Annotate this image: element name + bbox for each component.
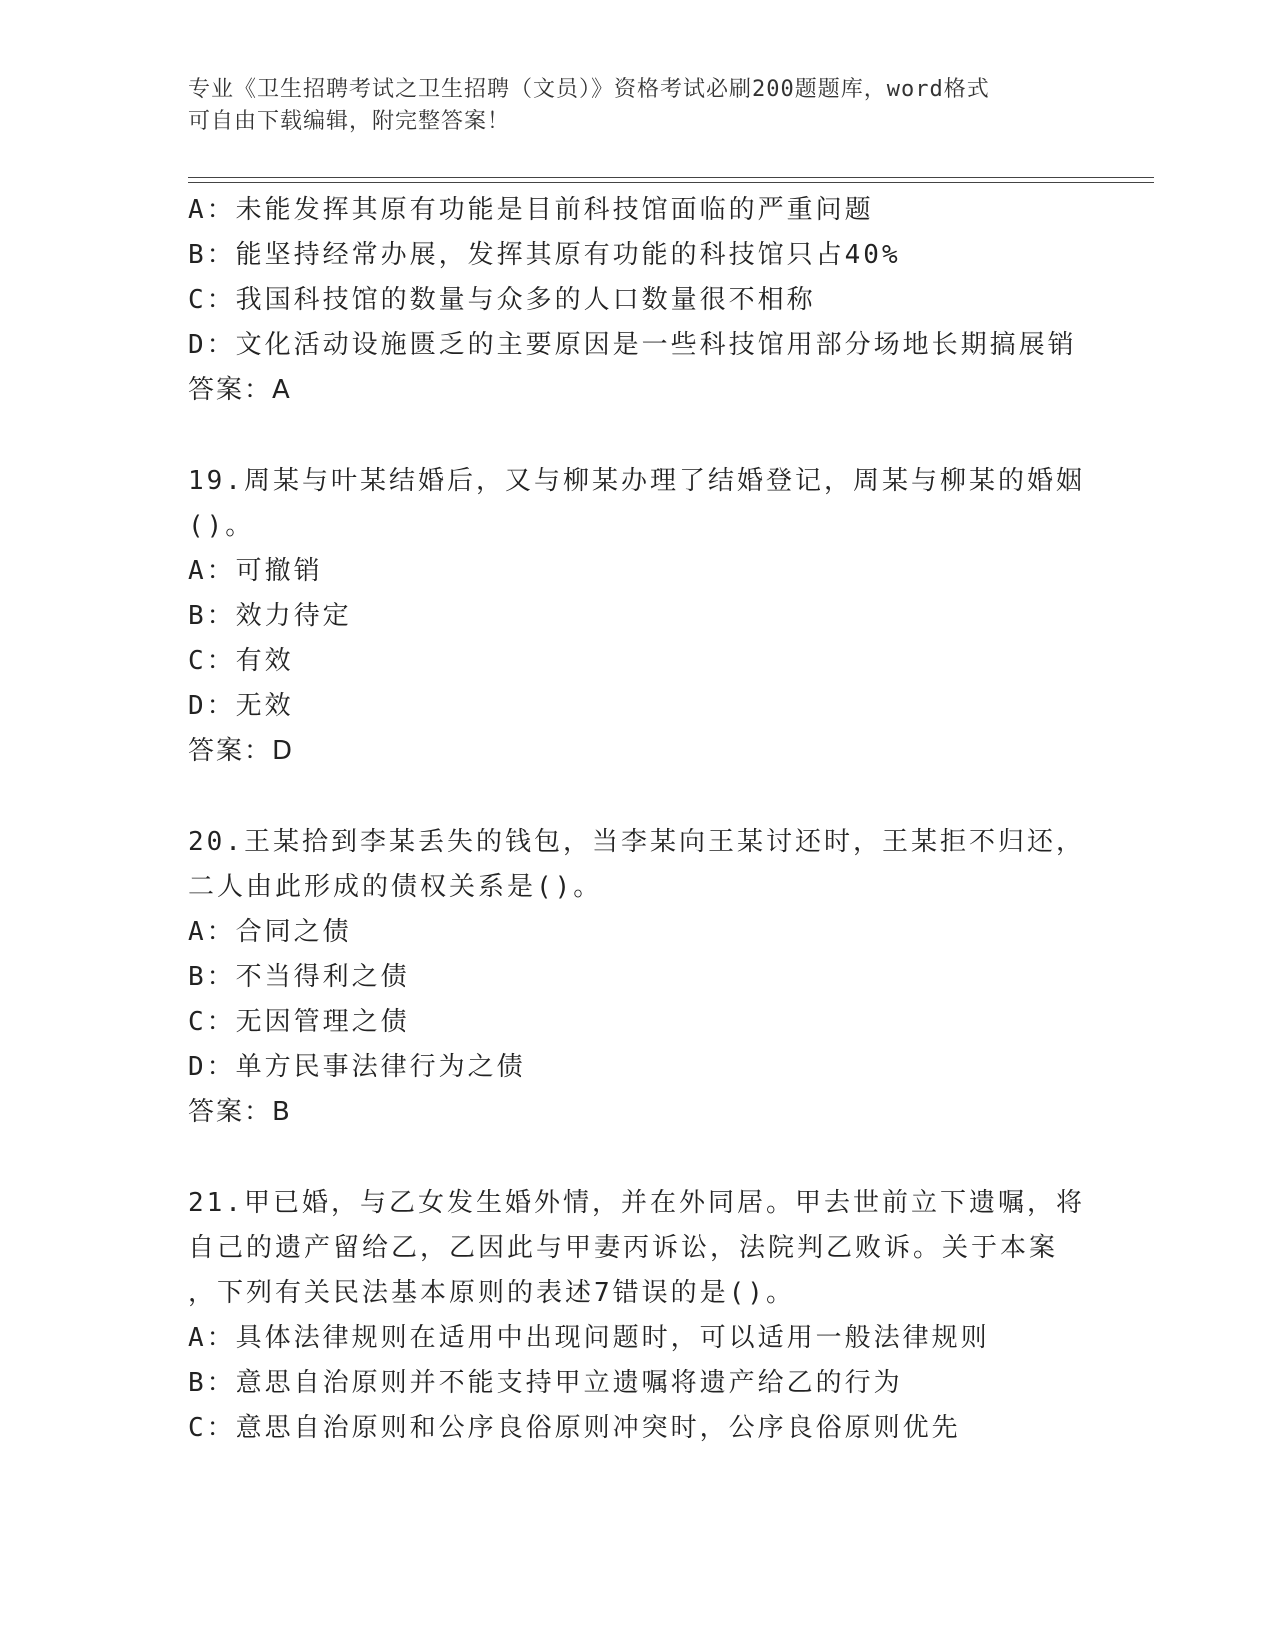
option-a: A：具体法律规则在适用中出现问题时，可以适用一般法律规则	[188, 1323, 990, 1353]
option-d: D：无效	[188, 691, 294, 721]
question-stem: ，下列有关民法基本原则的表述7错误的是()。	[188, 1278, 795, 1308]
option-c: C：无因管理之债	[188, 1007, 410, 1037]
question-18	[188, 188, 1088, 413]
option-d: D：单方民事法律行为之债	[188, 1052, 526, 1082]
answer: 答案：D	[188, 736, 295, 766]
header-line-1: 专业《卫生招聘考试之卫生招聘（文员）》资格考试必刷200题题库，word格式	[188, 77, 990, 102]
spacer	[188, 413, 1088, 459]
header-line-2: 可自由下载编辑，附完整答案！	[188, 109, 511, 134]
question-stem: 20.王某拾到李某丢失的钱包，当李某向王某讨还时，王某拒不归还，	[188, 827, 1085, 857]
option-c: C：意思自治原则和公序良俗原则冲突时，公序良俗原则优先	[188, 1413, 961, 1443]
question-stem: ()。	[188, 511, 255, 541]
option-c: C：我国科技馆的数量与众多的人口数量很不相称	[188, 285, 816, 315]
option-a: A：未能发挥其原有功能是目前科技馆面临的严重问题	[188, 195, 874, 225]
question-20	[188, 820, 1088, 1135]
spacer	[188, 1135, 1088, 1181]
option-c: C：有效	[188, 646, 294, 676]
question-19	[188, 459, 1088, 774]
option-b: B：能坚持经常办展，发挥其原有功能的科技馆只占40%	[188, 240, 901, 270]
option-b: B：不当得利之债	[188, 962, 410, 992]
answer: 答案：A	[188, 375, 292, 405]
question-21	[188, 1181, 1088, 1451]
header-rule-bottom	[188, 182, 1154, 183]
option-b: B：意思自治原则并不能支持甲立遗嘱将遗产给乙的行为	[188, 1368, 903, 1398]
option-b: B：效力待定	[188, 601, 352, 631]
option-a: A：可撤销	[188, 556, 323, 586]
question-stem: 二人由此形成的债权关系是()。	[188, 872, 603, 902]
answer: 答案：B	[188, 1097, 292, 1127]
question-stem: 21.甲已婚，与乙女发生婚外情，并在外同居。甲去世前立下遗嘱，将	[188, 1188, 1085, 1218]
option-d: D：文化活动设施匮乏的主要原因是一些科技馆用部分场地长期搞展销	[188, 330, 1077, 360]
question-stem: 自己的遗产留给乙，乙因此与甲妻丙诉讼，法院判乙败诉。关于本案	[188, 1233, 1059, 1263]
question-list	[188, 188, 1088, 1451]
spacer	[188, 774, 1088, 820]
option-a: A：合同之债	[188, 917, 352, 947]
question-stem: 19.周某与叶某结婚后，又与柳某办理了结婚登记，周某与柳某的婚姻	[188, 466, 1085, 496]
document-header	[188, 74, 1088, 138]
header-rule-top	[188, 177, 1154, 178]
